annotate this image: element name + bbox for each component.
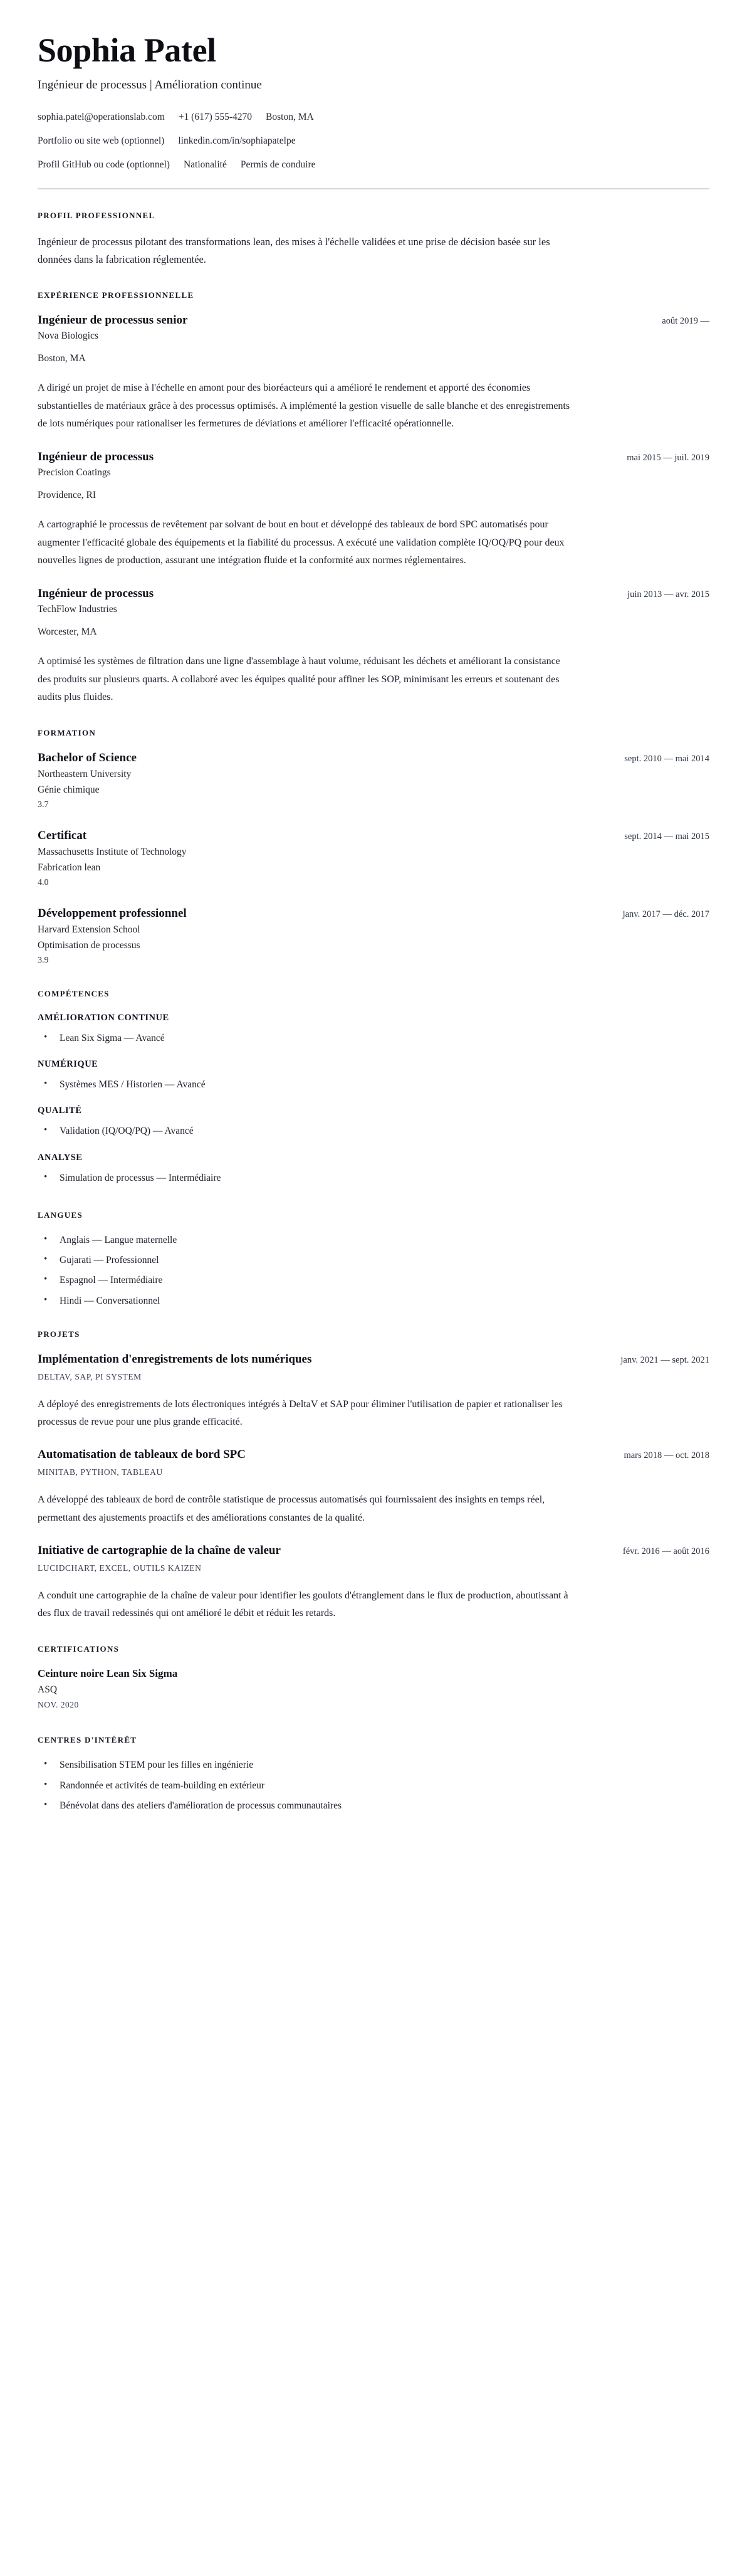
skill-group (38, 1059, 709, 1092)
skill-group (38, 1013, 709, 1045)
skill-item: • Systèmes MES / Historien — Avancé (38, 1077, 709, 1092)
degree-title: Certificat (38, 828, 87, 842)
contact-github[interactable]: Profil GitHub ou code (optionnel) (38, 159, 170, 170)
project-entry-head (38, 1543, 709, 1558)
section-education (38, 728, 709, 968)
project-tech-stack: MINITAB, PYTHON, TABLEAU (38, 1467, 163, 1477)
degree-date-range: janv. 2017 — déc. 2017 (622, 909, 709, 919)
contact-portfolio[interactable]: Portfolio ou site web (optionnel) (38, 135, 165, 147)
job-date-range: mai 2015 — juil. 2019 (627, 452, 709, 463)
contact-phone[interactable]: +1 (617) 555-4270 (178, 112, 253, 123)
contact-row (38, 159, 709, 171)
study-field: Fabrication lean (38, 862, 101, 873)
section-skills (38, 989, 709, 1185)
contact-block (38, 112, 709, 170)
section-title-summary: PROFIL PROFESSIONNEL (38, 210, 155, 220)
contact-driving-licence: Permis de conduire (240, 159, 316, 170)
contact-location: Boston, MA (266, 112, 314, 123)
section-certifications (38, 1644, 709, 1711)
degree-title: Développement professionnel (38, 906, 187, 920)
interest-item: • Bénévolat dans des ateliers d'amélioration de processus communautaires (38, 1798, 709, 1813)
certification-date: NOV. 2020 (38, 1700, 79, 1710)
experience-entry-head (38, 313, 709, 328)
language-item: • Espagnol — Intermédiaire (38, 1273, 709, 1287)
experience-entry (38, 313, 709, 433)
gpa-value: 3.7 (38, 800, 49, 810)
project-entry (38, 1352, 709, 1432)
education-entry (38, 751, 709, 812)
skill-group-title: QUALITÉ (38, 1106, 82, 1116)
study-field: Optimisation de processus (38, 939, 140, 951)
language-item: • Gujarati — Professionnel (38, 1253, 709, 1267)
candidate-name: Sophia Patel (38, 31, 216, 69)
skill-group-title: ANALYSE (38, 1152, 83, 1163)
job-location: Worcester, MA (38, 626, 97, 637)
job-description: A dirigé un projet de mise à l'échelle en amont pour des bioréacteurs qui a amélioré le rendement et apporté des économies substantielles de matériaux grâce à des processus optimisés. A implémenté la gestion visuelle de salle blanche et des enregistrements de lots numériques pour rationaliser les fermetures de déviations et améliorer l'efficacité opérationnelle. (38, 383, 570, 430)
header-divider (38, 188, 709, 189)
experience-entry-head (38, 450, 709, 465)
section-summary (38, 211, 709, 269)
job-date-range: juin 2013 — avr. 2015 (627, 589, 709, 599)
resume-header (38, 0, 709, 189)
project-entry-head (38, 1352, 709, 1367)
gpa-value: 4.0 (38, 878, 49, 888)
project-title: Implémentation d'enregistrements de lots numériques (38, 1352, 312, 1366)
candidate-headline: Ingénieur de processus | Amélioration continue (38, 78, 262, 92)
experience-entry (38, 586, 709, 707)
section-title-education: FORMATION (38, 727, 97, 737)
experience-entry (38, 450, 709, 570)
project-description: A développé des tableaux de bord de contrôle statistique de processus automatisés qui fournissaient des insights en temps réel, permettant des ajustements proactifs et des améliorations constantes de la qualité. (38, 1494, 545, 1523)
section-interests (38, 1735, 709, 1850)
project-tech-stack: LUCIDCHART, EXCEL, OUTILS KAIZEN (38, 1563, 202, 1573)
education-entry (38, 828, 709, 890)
project-date-range: févr. 2016 — août 2016 (622, 1546, 709, 1557)
skill-group (38, 1153, 709, 1185)
job-company: TechFlow Industries (38, 604, 117, 615)
contact-row (38, 112, 709, 123)
section-title-languages: LANGUES (38, 1210, 83, 1220)
language-item: • Anglais — Langue maternelle (38, 1233, 709, 1247)
interest-item: • Sensibilisation STEM pour les filles en ingénierie (38, 1758, 709, 1772)
contact-nationality: Nationalité (183, 159, 227, 170)
project-tech-stack: DELTAV, SAP, PI SYSTEM (38, 1371, 142, 1381)
skill-list (38, 1031, 709, 1045)
education-entry (38, 906, 709, 968)
section-title-projects: PROJETS (38, 1329, 80, 1339)
certification-entry (38, 1667, 709, 1711)
certification-name: Ceinture noire Lean Six Sigma (38, 1667, 178, 1679)
project-date-range: mars 2018 — oct. 2018 (624, 1450, 709, 1461)
degree-title: Bachelor of Science (38, 751, 137, 764)
language-list (38, 1233, 709, 1308)
section-title-experience: EXPÉRIENCE PROFESSIONNELLE (38, 290, 194, 300)
gpa-value: 3.9 (38, 956, 49, 966)
degree-date-range: sept. 2014 — mai 2015 (624, 831, 709, 842)
job-company: Precision Coatings (38, 467, 111, 478)
job-title: Ingénieur de processus senior (38, 313, 188, 327)
experience-entry-head (38, 586, 709, 601)
school-name: Massachusetts Institute of Technology (38, 846, 187, 857)
section-languages (38, 1210, 709, 1308)
interest-item: • Randonnée et activités de team-building en extérieur (38, 1778, 709, 1793)
skill-list (38, 1171, 709, 1185)
job-description: A cartographié le processus de revêtement par solvant de bout en bout et développé des tableaux de bord SPC automatisés pour augmenter l'efficacité globale des équipements et la fiabilité du processus. A exécuté une validation complète IQ/OQ/PQ pour deux nouvelles lignes de production, assurant une intégration fluide et la conformité aux normes réglementaires. (38, 519, 565, 566)
job-title: Ingénieur de processus (38, 450, 154, 463)
study-field: Génie chimique (38, 784, 100, 796)
project-entry (38, 1543, 709, 1623)
job-company: Nova Biologics (38, 330, 98, 342)
section-title-interests: CENTRES D'INTÉRÊT (38, 1735, 137, 1745)
skill-list (38, 1124, 709, 1138)
skill-group-title: NUMÉRIQUE (38, 1059, 98, 1069)
project-title: Automatisation de tableaux de bord SPC (38, 1448, 246, 1462)
section-projects (38, 1329, 709, 1623)
section-title-skills: COMPÉTENCES (38, 988, 110, 998)
skill-list (38, 1077, 709, 1092)
project-title: Initiative de cartographie de la chaîne de valeur (38, 1544, 281, 1558)
skill-group (38, 1106, 709, 1138)
contact-row (38, 135, 709, 147)
project-description: A conduit une cartographie de la chaîne de valeur pour identifier les goulots d'étranglement dans le flux de production, aboutissant à des flux de travail redessinés qui ont amélioré le débit et réduit les retards. (38, 1590, 568, 1619)
project-entry (38, 1447, 709, 1527)
school-name: Northeastern University (38, 768, 132, 779)
summary-text: Ingénieur de processus pilotant des transformations lean, des mises à l'échelle validées et une prise de décision basée sur les données dans la fabrication réglementée. (38, 235, 550, 266)
project-date-range: janv. 2021 — sept. 2021 (620, 1354, 709, 1365)
job-location: Providence, RI (38, 489, 96, 500)
education-entry-head (38, 828, 709, 843)
project-entry-head (38, 1447, 709, 1462)
certification-issuer: ASQ (38, 1684, 58, 1695)
skill-item: • Validation (IQ/OQ/PQ) — Avancé (38, 1124, 709, 1138)
skill-group-title: AMÉLIORATION CONTINUE (38, 1012, 169, 1023)
skill-item: • Simulation de processus — Intermédiaire (38, 1171, 709, 1185)
section-title-certifications: CERTIFICATIONS (38, 1644, 120, 1654)
education-entry-head (38, 906, 709, 921)
contact-email[interactable]: sophia.patel@operationslab.com (38, 112, 165, 123)
section-experience (38, 290, 709, 707)
job-description: A optimisé les systèmes de filtration dans une ligne d'assemblage à haut volume, réduisant les déchets et améliorant la consistance des produits sur plusieurs quarts. A collaboré avec les équipes qualité pour affiner les SOP, minimisant les erreurs et soutenant des audits plus fluides. (38, 656, 560, 703)
job-title: Ingénieur de processus (38, 586, 154, 600)
contact-linkedin[interactable]: linkedin.com/in/sophiapatelpe (178, 135, 296, 147)
project-description: A déployé des enregistrements de lots électroniques intégrés à DeltaV et SAP pour éliminer l'utilisation de papier et rationaliser les processus de revue pour une plus grande efficacité. (38, 1398, 563, 1427)
interest-list (38, 1758, 709, 1813)
school-name: Harvard Extension School (38, 924, 140, 935)
job-location: Boston, MA (38, 352, 86, 364)
education-entry-head (38, 751, 709, 766)
skill-item: • Lean Six Sigma — Avancé (38, 1031, 709, 1045)
degree-date-range: sept. 2010 — mai 2014 (624, 753, 709, 764)
language-item: • Hindi — Conversationnel (38, 1294, 709, 1308)
job-date-range: août 2019 — (662, 315, 709, 326)
